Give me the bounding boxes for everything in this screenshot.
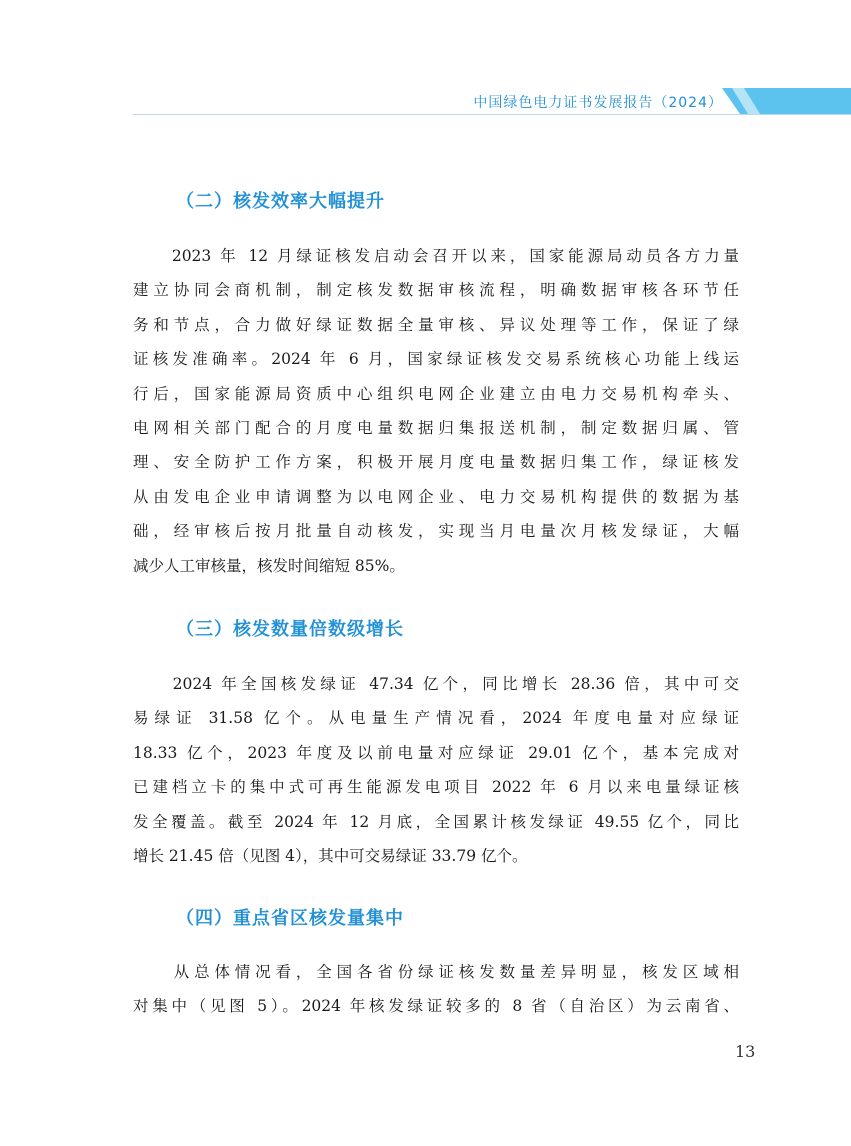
paragraph-line: 2023 年 12 月绿证核发启动会召开以来，国家能源局动员各方力量 xyxy=(133,247,739,265)
header-divider xyxy=(133,114,851,115)
paragraph-line: 减少人工审核量，核发时间缩短 85%。 xyxy=(133,556,405,575)
section-heading-quantity: （三）核发数量倍数级增长 xyxy=(176,619,404,640)
page-number: 13 xyxy=(735,1042,756,1061)
paragraph-line: 增长 21.45 倍（见图 4），其中可交易绿证 33.79 亿个。 xyxy=(133,846,528,865)
paragraph-line: 电网相关部门配合的月度电量数据归集报送机制，制定数据归属、管 xyxy=(133,418,739,437)
paragraph-line: 务和节点，合力做好绿证数据全量审核、异议处理等工作，保证了绿 xyxy=(133,315,739,334)
paragraph-line: 理、安全防护工作方案，积极开展月度电量数据归集工作，绿证核发 xyxy=(133,453,739,472)
paragraph-line: 2024 年全国核发绿证 47.34 亿个，同比增长 28.36 倍，其中可交 xyxy=(133,675,739,693)
paragraph-line: 对集中（见图 5）。2024 年核发绿证较多的 8 省（自治区）为云南省、 xyxy=(133,997,739,1016)
section-heading-provinces: （四）重点省区核发量集中 xyxy=(176,908,404,929)
paragraph-line: 础，经审核后按月批量自动核发，实现当月电量次月核发绿证，大幅 xyxy=(133,522,739,541)
paragraph-line: 18.33 亿个，2023 年度及以前电量对应绿证 29.01 亿个，基本完成对 xyxy=(133,743,739,762)
paragraph-line: 易绿证 31.58 亿个。从电量生产情况看，2024 年度电量对应绿证 xyxy=(133,709,739,728)
section-heading-efficiency: （二）核发效率大幅提升 xyxy=(176,191,385,212)
paragraph-line: 从总体情况看，全国各省份绿证核发数量差异明显，核发区域相 xyxy=(133,963,739,981)
paragraph-line: 从由发电企业申请调整为以电网企业、电力交易机构提供的数据为基 xyxy=(133,487,739,506)
paragraph-line: 已建档立卡的集中式可再生能源发电项目 2022 年 6 月以来电量绿证核 xyxy=(133,778,739,797)
header-decoration xyxy=(722,88,851,114)
paragraph-line: 建立协同会商机制，制定核发数据审核流程，明确数据审核各环节任 xyxy=(133,281,739,300)
paragraph-efficiency xyxy=(133,239,739,583)
paragraph-quantity xyxy=(133,667,739,873)
paragraph-line: 证核发准确率。2024 年 6 月，国家绿证核发交易系统核心功能上线运 xyxy=(133,350,739,369)
paragraph-line: 行后，国家能源局资质中心组织电网企业建立由电力交易机构牵头、 xyxy=(133,384,739,403)
report-title: 中国绿色电力证书发展报告（2024） xyxy=(473,95,723,111)
paragraph-provinces xyxy=(133,955,739,1024)
paragraph-line: 发全覆盖。截至 2024 年 12 月底，全国累计核发绿证 49.55 亿个，同比 xyxy=(133,812,739,831)
